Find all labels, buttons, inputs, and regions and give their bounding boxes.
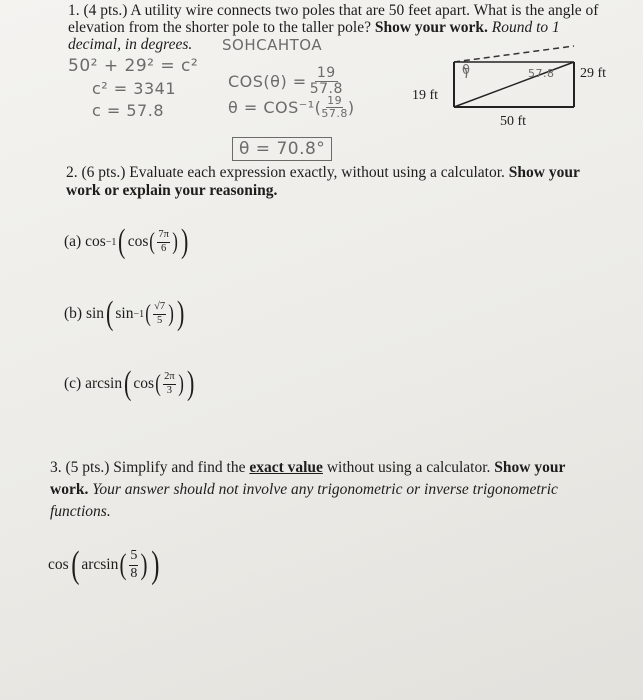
- diagram-short-pole-label: 19 ft: [412, 88, 439, 103]
- q2-line1-text: 2. (6 pts.) Evaluate each expression exactly, without using a calculator.: [66, 164, 505, 181]
- q2a-outer-fn: cos: [85, 233, 106, 250]
- q3-num: 5: [129, 548, 138, 565]
- pole-diagram: [412, 42, 630, 142]
- q2b-inner-close: ): [168, 301, 174, 327]
- q2c-open-paren: (: [124, 365, 132, 402]
- q3-line1: [50, 459, 565, 477]
- q2c-fraction: [163, 371, 176, 396]
- q3-expression: [48, 546, 162, 584]
- q2b-den: 5: [156, 314, 163, 326]
- hw-theta-den: 57.8: [321, 107, 348, 121]
- q2c-den: 3: [166, 384, 172, 396]
- q2b-inner-sup: −1: [133, 308, 145, 320]
- q1-show-work: Show your work.: [374, 19, 488, 36]
- hw-sohcahtoa: SOHCAHTOA: [222, 36, 323, 54]
- q2-line2: [66, 182, 277, 200]
- q3-close-paren: ): [151, 544, 160, 586]
- diagram-base-label: 50 ft: [500, 114, 527, 129]
- q3-fraction: [129, 548, 138, 581]
- q2-explain: work or explain your reasoning.: [66, 182, 278, 199]
- q2b-outer-fn: sin: [85, 305, 105, 322]
- hw-theta-frac: [321, 95, 348, 120]
- q3-inner-close: ): [140, 548, 148, 581]
- hw-theta-num: 19: [327, 94, 343, 107]
- q2a-open-paren: (: [118, 223, 126, 260]
- q1-round-unit: decimal, in degrees.: [68, 36, 193, 53]
- q2b-inner-fn: sin: [115, 305, 134, 322]
- q1-round-instruction: Round to 1: [491, 19, 560, 36]
- q3-exact-value: exact value: [249, 459, 323, 476]
- q2a-inner-fn: cos: [127, 233, 149, 250]
- q3-instruction: Your answer should not involve any trigonometric or inverse trigonometric: [92, 481, 558, 498]
- q2c-outer-fn: arcsin: [85, 375, 123, 392]
- q2b-num: √7: [153, 301, 166, 314]
- q2c-close-paren: ): [186, 365, 195, 402]
- q3-outer-fn: cos: [48, 556, 69, 573]
- q3-inner-fn: arcsin: [81, 556, 119, 573]
- hw-cos-lhs: COS(θ) =: [228, 72, 307, 92]
- q3-work: work.: [50, 481, 89, 498]
- q3-open-paren: (: [70, 544, 80, 586]
- q2a-inner-close: ): [172, 229, 178, 255]
- hw-cos-eq: [228, 66, 343, 98]
- q2b-close-paren: ): [177, 295, 185, 332]
- q2a-expression: [64, 225, 190, 259]
- hw-theta-rhs: ): [347, 98, 355, 118]
- q3-line2: [50, 481, 558, 499]
- diagram-hyp-label: 57.8: [528, 67, 555, 80]
- q2b-inner-open: (: [145, 301, 151, 327]
- q2a-inner-open: (: [149, 229, 156, 255]
- q2a-close-paren: ): [180, 223, 189, 260]
- q3-instruction-end: functions.: [50, 503, 111, 520]
- q2-line1: [66, 164, 580, 182]
- dashed-wire-line: [454, 46, 574, 62]
- q3-line1-text2: without using a calculator.: [326, 459, 491, 476]
- q2-show-work: Show your: [508, 164, 580, 181]
- q2c-num: 2π: [163, 371, 176, 384]
- q2b-label: (b): [64, 305, 83, 322]
- hw-answer-box: [232, 137, 332, 161]
- hw-theta-eq: [228, 95, 355, 120]
- q2c-inner-open: (: [155, 371, 161, 397]
- q2a-den: 6: [161, 242, 167, 254]
- pole-diagram-svg: [440, 42, 630, 142]
- hypotenuse-line: [454, 62, 574, 107]
- hw-eq1: 50² + 29² = c²: [68, 56, 199, 76]
- q2c-label: (c): [64, 375, 82, 392]
- hw-eq3: c = 57.8: [92, 101, 164, 120]
- q2a-fraction: [157, 229, 170, 254]
- hw-cos-den: 57.8: [309, 81, 343, 98]
- hw-eq2: c² = 3341: [92, 79, 177, 98]
- q1-line2-text: elevation from the shorter pole to the taller pole?: [68, 19, 371, 36]
- diagram-tall-pole-label: 29 ft: [580, 66, 607, 81]
- q3-den: 8: [130, 565, 138, 581]
- q2c-inner-close: ): [177, 371, 184, 397]
- q3-line1-text: 3. (5 pts.) Simplify and find the: [50, 459, 246, 476]
- hw-cos-num: 19: [316, 65, 336, 81]
- q2b-fraction: [153, 301, 166, 326]
- q2a-label: (a): [64, 233, 82, 250]
- q2c-expression: [64, 367, 196, 401]
- hw-answer: θ = 70.8°: [232, 137, 332, 161]
- q3-inner-open: (: [119, 548, 127, 581]
- hw-cos-frac: [310, 66, 343, 98]
- q2a-num: 7π: [157, 229, 170, 242]
- hw-theta-lhs: θ = COS⁻¹(: [228, 98, 322, 118]
- q2c-inner-fn: cos: [133, 375, 155, 392]
- q2b-expression: [64, 297, 186, 331]
- q3-line3: [50, 503, 111, 521]
- q1-line1: 1. (4 pts.) A utility wire connects two poles that are 50 feet apart. What is the angle of: [68, 2, 599, 19]
- diagram-angle-label: θ: [462, 63, 471, 78]
- q3-show-work: Show your: [494, 459, 566, 476]
- q2b-open-paren: (: [106, 295, 114, 332]
- q2a-outer-sup: −1: [105, 236, 117, 248]
- q1-line2: [68, 19, 628, 36]
